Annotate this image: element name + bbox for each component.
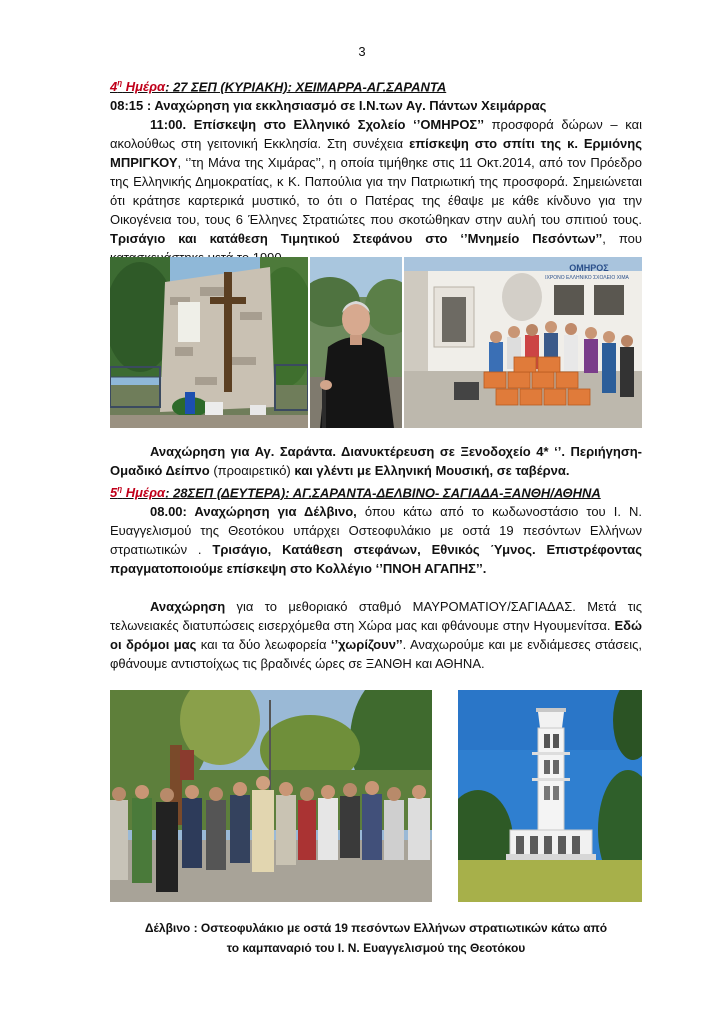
- day5-heading: $5^\eta$ Ημέρα: 28ΣΕΠ (ΔΕΥΤΕΡΑ): ΑΓ.ΣΑΡΑΝΤΑ-ΔΕΛΒΙΝΟ- ΣΑΓΙΑΔΑ-ΞΑΝΘΗ/ΑΘΗΝΑ: [110, 485, 601, 501]
- memorial-photo: [110, 257, 308, 428]
- day4-heading: $4^\eta$ Ημέρα: 27 ΣΕΠ (ΚΥΡΙΑΚΗ): ΧΕΙΜΑΡΡΑ-ΑΓ.ΣΑΡΑΝΤΑ: [110, 79, 447, 95]
- day4-paragraph: 11:00. Επίσκεψη στο Ελληνικό Σχολείο ‘’ΟΜΗΡΟΣ’’ προσφορά δώρων – και ακολούθως στη γειτονική Εκκλησία. Στη συνέχεια επίσκεψη στο σπίτι της κ. Ερμιόνης ΜΠΡΙΓΚΟΥ, ‘’τη Μάνα της Χιμάρας’’, η οποία τιμήθηκε στις 11 Οκτ.2014, από τον Πρόεδρο της Ελληνικής Δημοκρατίας, κ Κ. Παπούλια για την Πατριωτική της προσφορά. Σημειώνεται ότι κράτησε καρτερικά μυστικό, το ότι ο Πατέρας της έθαψε με κάθε κίνδυνο για την Οικογένεια του, τους 6 Έλληνες Στρατιώτες που σκοτώθηκαν στην αυλή του σπιτιού τους. Τρισάγιο και κατάθεση Τιμητικού Στεφάνου στο ‘’Μνημείο Πεσόντων’’, που: [110, 117, 642, 247]
- caption-line-2: το καμπαναριό του Ι. Ν. Ευαγγελισμού της Θεοτόκου: [226, 941, 526, 955]
- page-number: 3: [358, 44, 366, 59]
- school-sign-subtext: ΙΧΡΟΝΟ ΕΛΛΗΝΙΚΟ ΣΧΟΛΕΙΟ ΧΙΜΑ: [545, 275, 629, 281]
- day5-paragraph-1: 08.00: Αναχώρηση για Δέλβινο, όπου κάτω από το κωδωνοστάσιο του Ι. Ν. Ευαγγελισμού της Θεοτόκου υπάρχει Οστεοφυλάκιο με οστά 19 πεσόντων Ελλήνων στρατιωτικών . Τρισάγιο, Κατάθεση στεφάνων, Εθνικός Ύμνος. Επιστρέφοντας πραγματοποιούμε επίσκεψη στο Κολλέγιο ‘’ΠΝΟΗ ΑΓΑΠΗΣ’’.: [110, 504, 642, 577]
- woman-portrait-photo: [310, 257, 402, 428]
- school-children-photo: [404, 257, 642, 428]
- caption-line-1: Δέλβινο : Οστεοφυλάκιο με οστά 19 πεσόντων Ελλήνων στρατιωτικών κάτω από: [144, 921, 608, 935]
- day4-evening-paragraph: Αναχώρηση για Αγ. Σαράντα. Διανυκτέρευση σε Ξενοδοχείο 4* ‘’. Περιήγηση- Ομαδικό Δείπνο (προαιρετικό) και γλέντι με Ελληνική Μουσική, σε ταβέρνα.: [110, 444, 642, 478]
- day4-section: [110, 74, 642, 267]
- delvino-ceremony-photo: [110, 690, 432, 902]
- bell-tower-photo: [458, 690, 642, 902]
- school-sign-text: ΟΜΗΡΟΣ: [569, 263, 609, 273]
- day4-departure-line: 08:15 : Αναχώρηση για εκκλησιασμό σε Ι.Ν.των Αγ. Πάντων Χειμάρρας: [110, 98, 547, 114]
- day5-paragraph-2: Αναχώρηση για το μεθοριακό σταθμό ΜΑΥΡΟΜΑΤΙΟΥ/ΣΑΓΙΑΔΑΣ. Μετά τις τελωνειακές διατυπώσεις εισερχόμεθα στη Χώρα μας και φθάνουμε στην Ηγουμενίτσα. Εδώ οι δρόμοι μας και τα δύο λεωφορεία ‘’χωρίζουν’’. Αναχωρούμε και με ενδιάμεσες στάσεις, φθάνουμε αντιστοίχως τις βραδινές ώρες σε ΞΑΝΘΗ και ΑΘΗΝΑ.: [110, 599, 643, 672]
- day5-section: [110, 442, 642, 673]
- photo-caption: [110, 918, 642, 958]
